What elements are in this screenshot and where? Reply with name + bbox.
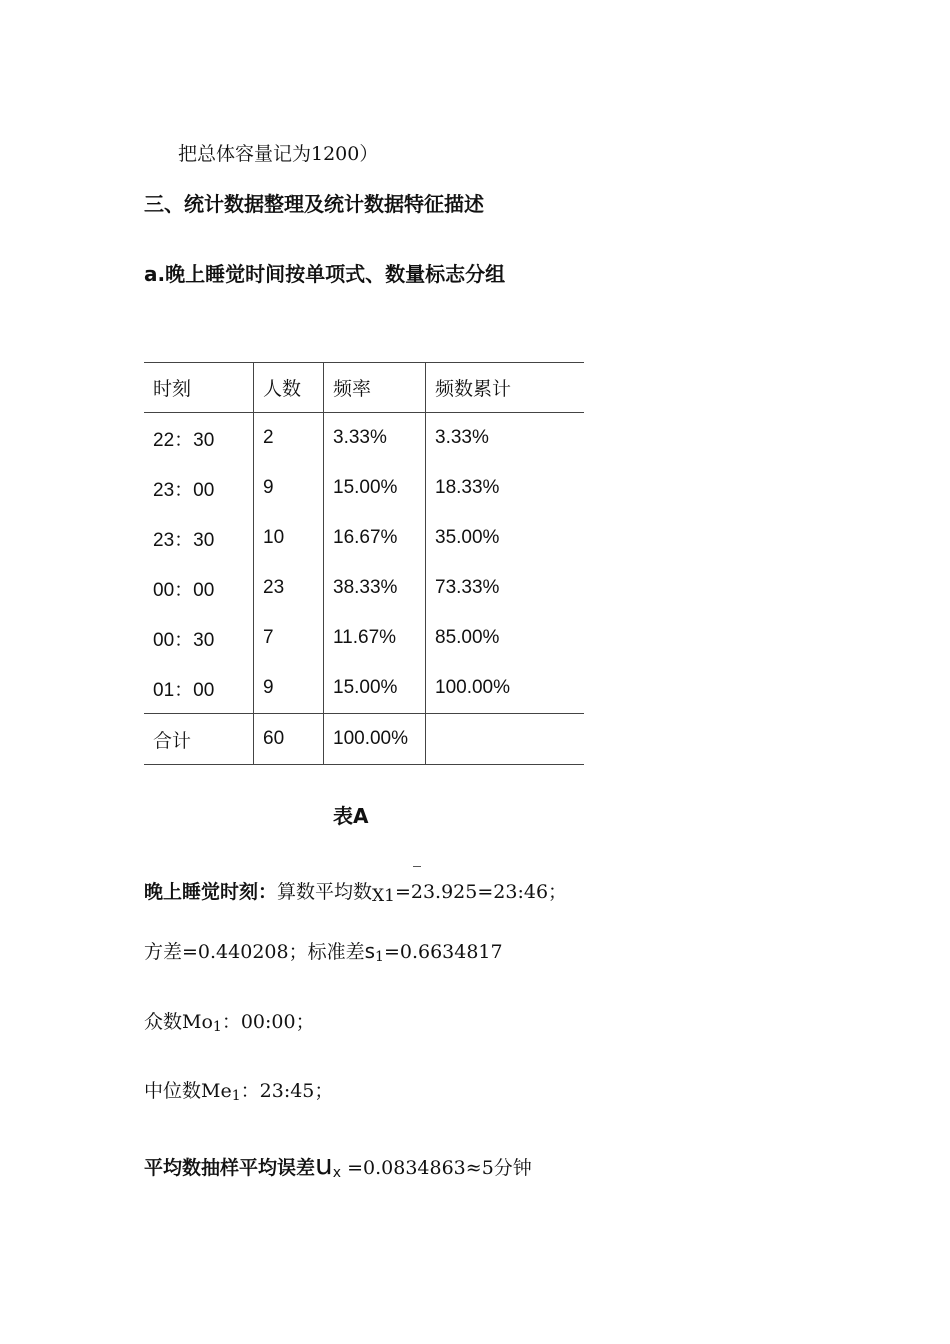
col-header-cumulative: 频数累计	[426, 363, 585, 413]
cell-time: 23：00	[144, 463, 254, 513]
total-label: 合计	[144, 714, 254, 765]
table-row	[144, 463, 584, 513]
median-value: ：23:45；	[240, 1080, 334, 1102]
subheading: a.晚上睡觉时间按单项式、数量标志分组	[144, 262, 506, 286]
table-total-row	[144, 714, 584, 765]
cell-time: 00：30	[144, 613, 254, 663]
sd-symbol: s	[364, 939, 376, 963]
mode-label: 众数	[144, 1011, 183, 1033]
col-header-time: 时刻	[144, 363, 254, 413]
mean-label: 晚上睡觉时刻：	[144, 881, 278, 903]
cell-count: 7	[254, 613, 324, 663]
mean-symbol: X1	[372, 886, 395, 906]
mean-text: 算数平均数	[277, 881, 373, 903]
mode-line	[144, 1007, 315, 1034]
cell-count: 2	[254, 413, 324, 464]
cell-count: 10	[254, 513, 324, 563]
cell-count: 9	[254, 663, 324, 714]
cell-cumulative: 73.33%	[435, 577, 500, 598]
sleep-time-table	[144, 362, 584, 765]
sd-subscript: 1	[375, 949, 384, 965]
cell-time: 23：30	[144, 513, 254, 563]
table-row	[144, 513, 584, 563]
error-symbol: u	[315, 1148, 333, 1181]
cell-cumulative: 85.00%	[435, 627, 500, 648]
cell-cumulative: 35.00%	[435, 527, 500, 548]
cell-cumulative: 18.33%	[435, 477, 500, 498]
cell-frequency: 38.33%	[324, 563, 426, 613]
variance-line	[144, 937, 503, 964]
median-subscript: 1	[231, 1088, 241, 1104]
mode-symbol: Mo	[182, 1011, 213, 1033]
cell-count: 23	[254, 563, 324, 613]
sd-value: =0.6634817	[383, 941, 503, 963]
table-row	[144, 613, 584, 663]
col-header-count: 人数	[254, 363, 324, 413]
total-count: 60	[254, 714, 324, 765]
table-caption: 表A	[333, 804, 369, 828]
cell-time: 22：30	[144, 413, 254, 464]
mean-value: =23.925=23:46；	[394, 881, 568, 903]
intro-line: 把总体容量记为1200）	[178, 143, 379, 165]
cell-cumulative: 3.33%	[435, 427, 489, 448]
mode-value: ：00:00；	[221, 1011, 315, 1033]
mode-subscript: 1	[212, 1019, 222, 1035]
error-subscript: x	[332, 1165, 342, 1181]
total-frequency: 100.00%	[324, 714, 426, 765]
table-row	[144, 663, 584, 714]
mean-line	[144, 877, 567, 904]
error-label: 平均数抽样平均误差	[144, 1157, 316, 1179]
table-row	[144, 413, 584, 464]
median-line	[144, 1076, 333, 1103]
total-cumulative	[426, 714, 585, 765]
cell-frequency: 15.00%	[324, 663, 426, 714]
col-header-frequency: 频率	[324, 363, 426, 413]
median-label: 中位数	[144, 1080, 202, 1102]
cell-time: 01：00	[144, 663, 254, 714]
cell-frequency: 3.33%	[324, 413, 426, 464]
error-value: =0.0834863≈5分钟	[341, 1157, 532, 1179]
variance-text: 方差=0.440208；标准差	[144, 941, 365, 963]
cell-time: 00：00	[144, 563, 254, 613]
error-line	[144, 1148, 532, 1181]
table-header-row	[144, 363, 584, 413]
table-row	[144, 563, 584, 613]
cell-frequency: 16.67%	[324, 513, 426, 563]
cell-frequency: 15.00%	[324, 463, 426, 513]
cell-cumulative: 100.00%	[435, 677, 511, 698]
cell-frequency: 11.67%	[324, 613, 426, 663]
cell-count: 9	[254, 463, 324, 513]
section-heading: 三、统计数据整理及统计数据特征描述	[144, 192, 484, 216]
mean-bar-mark	[413, 866, 421, 867]
median-symbol: Me	[201, 1080, 232, 1102]
